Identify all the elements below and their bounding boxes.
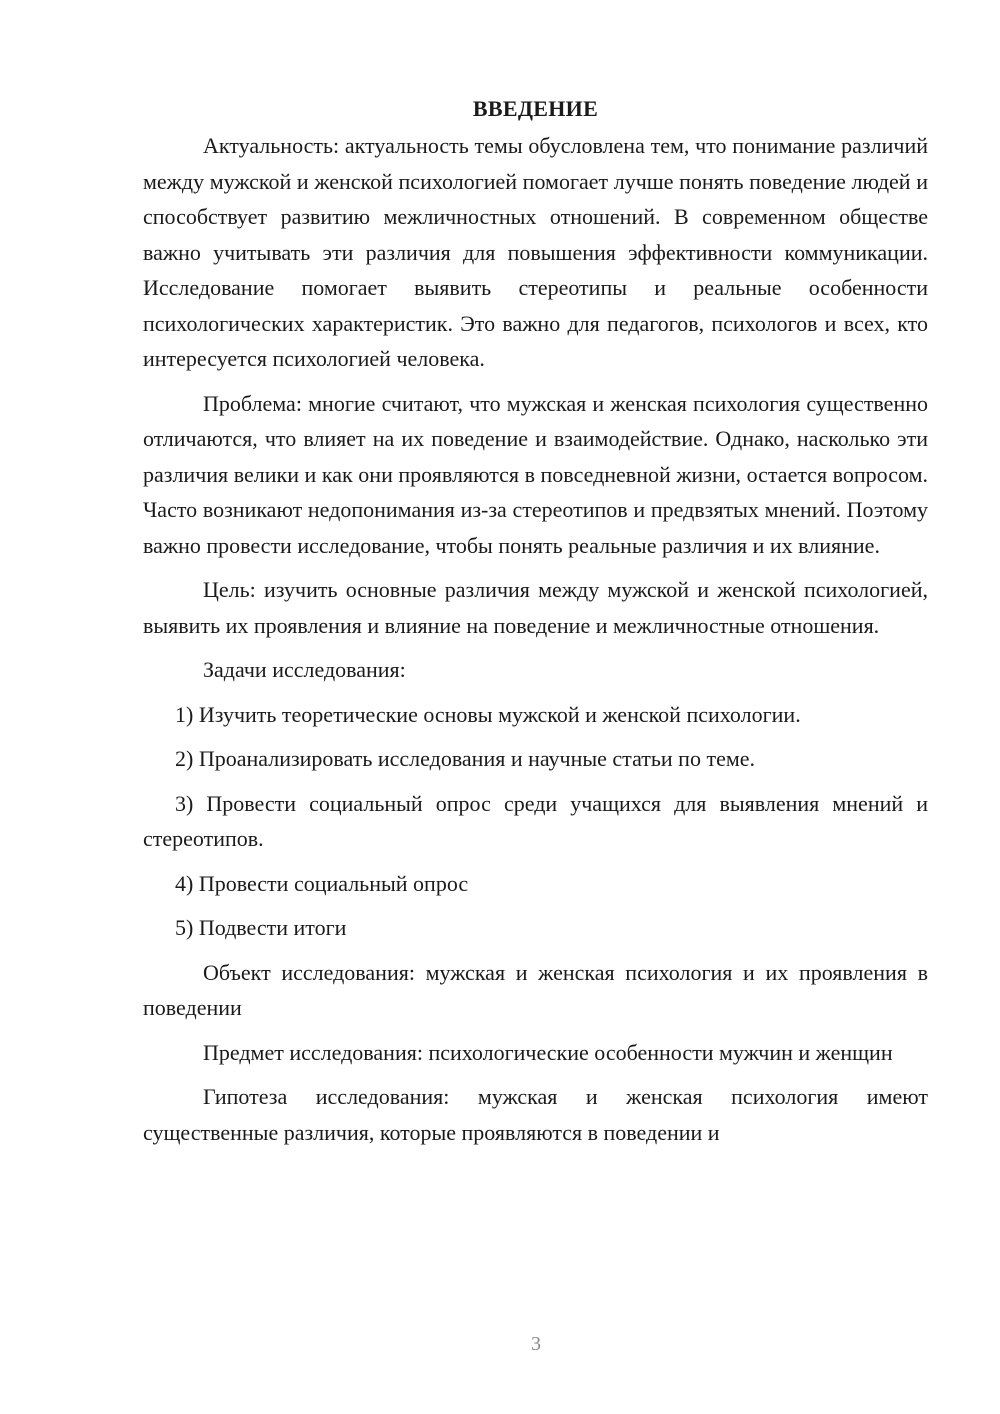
hypothesis-paragraph: Гипотеза исследования: мужская и женская психология имеют существенные различия, которые проявляются в поведении и <box>143 1084 928 1145</box>
goal-paragraph: Цель: изучить основные различия между мужской и женской психологией, выявить их проявления и влияние на поведение и межличностные отношения. <box>143 577 928 638</box>
tasks-list <box>143 697 928 946</box>
list-item: 3) Провести социальный опрос среди учащихся для выявления мнений и стереотипов. <box>143 790 928 851</box>
subject-paragraph: Предмет исследования: психологические особенности мужчин и женщин <box>203 1039 893 1065</box>
page-number: 3 <box>531 1333 541 1355</box>
problem-paragraph: Проблема: многие считают, что мужская и женская психология существенно отличаются, что влияет на их поведение и взаимодействие. Однако, насколько эти различия велики и как они проявляются в повседневной жизни, остается вопросом. Часто возникают недопонимания из-за стереотипов и предвзятых мнений. Поэтому важно провести исследование, чтобы понять реальные различия и их влияние. <box>143 390 928 558</box>
relevance-paragraph: Актуальность: актуальность темы обусловлена тем, что понимание различий между мужской и женской психологией помогает лучше понять поведение людей и способствует развитию межличностных отношений. В современном обществе важно учитывать эти различия для повышения эффективности коммуникации. Исследование помогает выявить стереотипы и реальные особенности психологических характеристик. Это важно для педагогов, психологов и всех, кто интересуется психологией человека. <box>143 133 928 371</box>
object-paragraph: Объект исследования: мужская и женская психология и их проявления в поведении <box>143 959 928 1020</box>
list-item: 1) Изучить теоретические основы мужской и женской психологии. <box>175 701 801 727</box>
tasks-title: Задачи исследования: <box>203 657 406 682</box>
list-item: 4) Провести социальный опрос <box>175 870 469 896</box>
page-content <box>143 92 928 1159</box>
list-item: 5) Подвести итоги <box>175 915 347 940</box>
section-heading: ВВЕДЕНИЕ <box>472 96 599 121</box>
list-item: 2) Проанализировать исследования и научные статьи по теме. <box>175 746 756 771</box>
